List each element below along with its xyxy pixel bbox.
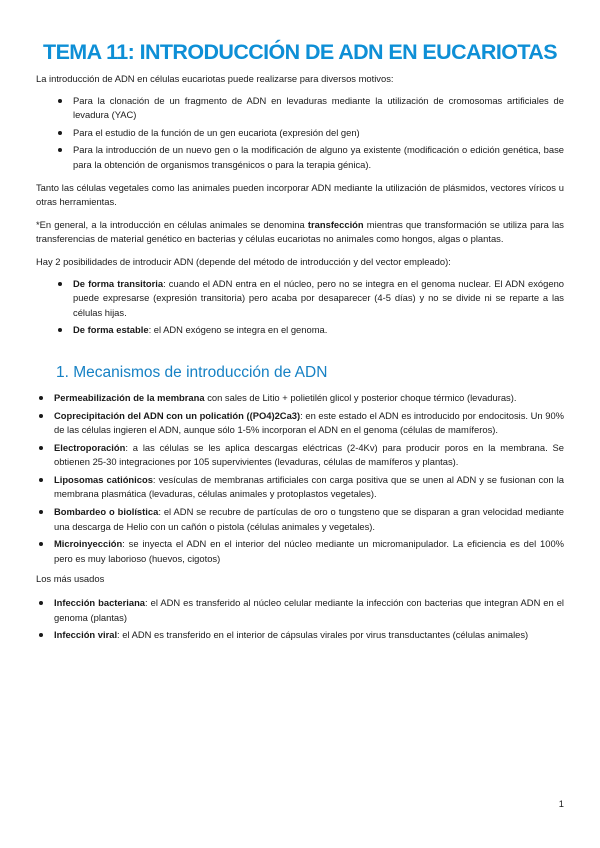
item-term: Infección viral [54, 629, 118, 641]
list-item: Para la clonación de un fragmento de ADN en levaduras mediante la utilización de cromosomas artificiales de levadura (YAC) [36, 94, 564, 123]
list-item: Para el estudio de la función de un gen eucariota (expresión del gen) [36, 126, 564, 141]
note-text-before: *En general, a la introducción en células animales se denomina [36, 218, 308, 230]
item-term: Permeabilización de la membrana [54, 391, 205, 403]
note-text-after: mientras que transformación se utiliza para las transferencias de material genético en bacterias y células eucariotas no animales como hongos, algas o plantas. [36, 218, 564, 245]
most-used-label: Los más usados [36, 573, 105, 585]
item-term: Microinyección [54, 538, 123, 550]
item-term: Coprecipitación del ADN con un policatión ((PO4)2Ca3) [54, 409, 301, 421]
section-heading: 1. Mecanismos de introducción de ADN [56, 363, 328, 381]
cells-paragraph: Tanto las células vegetales como las animales pueden incorporar ADN mediante la utilización de plásmidos, vectores víricos u otras herramientas. [36, 181, 564, 208]
list-item [36, 596, 564, 625]
list-item: Para la introducción de un nuevo gen o la modificación de alguno ya existente (modificación o edición genética, base para la obtención de organismos transgénicos o para la terapia génica). [36, 143, 564, 172]
item-text: : vesículas de membranas artificiales con carga positiva que se unen al ADN y se fusionan con la membrana plasmática (levaduras, células animales y protoplastos vegetales). [54, 473, 564, 500]
possibilities-intro: Hay 2 posibilidades de introducir ADN (depende del método de introducción y del vector empleado): [36, 255, 451, 267]
transfection-note [36, 218, 564, 247]
most-used-list [36, 596, 564, 643]
item-term: Electroporación [54, 441, 126, 453]
list-item [36, 441, 564, 470]
mechanisms-list [36, 391, 564, 567]
item-text: : cuando el ADN entra en el núcleo, pero no se integra en el genoma nuclear. El ADN exógeno puede expresarse (expresión transitoria) pero acaba por desaparecer (4-5 días) y no se divide ni se reparte a las células hijas. [73, 277, 565, 318]
item-text: con sales de Litio + polietilén glicol y posterior choque térmico (levaduras). [204, 391, 517, 403]
list-item [36, 409, 564, 438]
list-item [36, 505, 564, 534]
item-text: : en este estado el ADN es introducido por endocitosis. Un 90% de las células ingieren el ADN, aunque sólo 1-5% incorporan el ADN en el genoma (células de mamíferos). [54, 409, 564, 436]
page-title: TEMA 11: INTRODUCCIÓN DE ADN EN EUCARIOTAS [43, 40, 557, 64]
item-term: Liposomas catiónicos [54, 473, 153, 485]
motives-list [36, 94, 564, 173]
item-text: : se inyecta el ADN en el interior del núcleo mediante un micromanipulador. La eficiencia es del 100% pero es muy laborioso (huevos, cigotos) [54, 538, 564, 564]
list-item [36, 537, 564, 566]
item-term: De forma transitoria [73, 277, 164, 289]
item-text: : el ADN es transferido en el interior de cápsulas virales por virus transductantes (células animales) [117, 629, 529, 641]
list-item [36, 473, 564, 502]
list-item [36, 628, 564, 643]
item-term: Bombardeo o biolística [54, 506, 159, 518]
item-text: : el ADN es transferido al núcleo celular mediante la infección con bacterias que integran ADN en el genoma (plantas) [54, 597, 565, 623]
item-term: De forma estable [73, 324, 149, 336]
possibilities-list [36, 277, 564, 338]
item-text: : a las células se les aplica descargas eléctricas (2-4Kv) para producir poros en la membrana. Se obtienen 25-30 integraciones por 105 supervivientes (levaduras, células de mamíferos y plantas). [54, 441, 564, 468]
list-item [36, 323, 564, 338]
intro-paragraph: La introducción de ADN en células eucariotas puede realizarse para diversos motivos: [36, 73, 394, 84]
item-text: : el ADN se recubre de partículas de oro o tungsteno que se disparan a gran velocidad mediante una descarga de Helio con un cañón o pistola (células animales y vegetales). [54, 506, 565, 532]
page-number: 1 [558, 798, 564, 809]
list-item [36, 391, 564, 406]
item-text: : el ADN exógeno se integra en el genoma. [148, 324, 328, 336]
note-term: transfección [307, 218, 364, 230]
list-item [36, 277, 564, 321]
item-term: Infección bacteriana [54, 597, 146, 609]
